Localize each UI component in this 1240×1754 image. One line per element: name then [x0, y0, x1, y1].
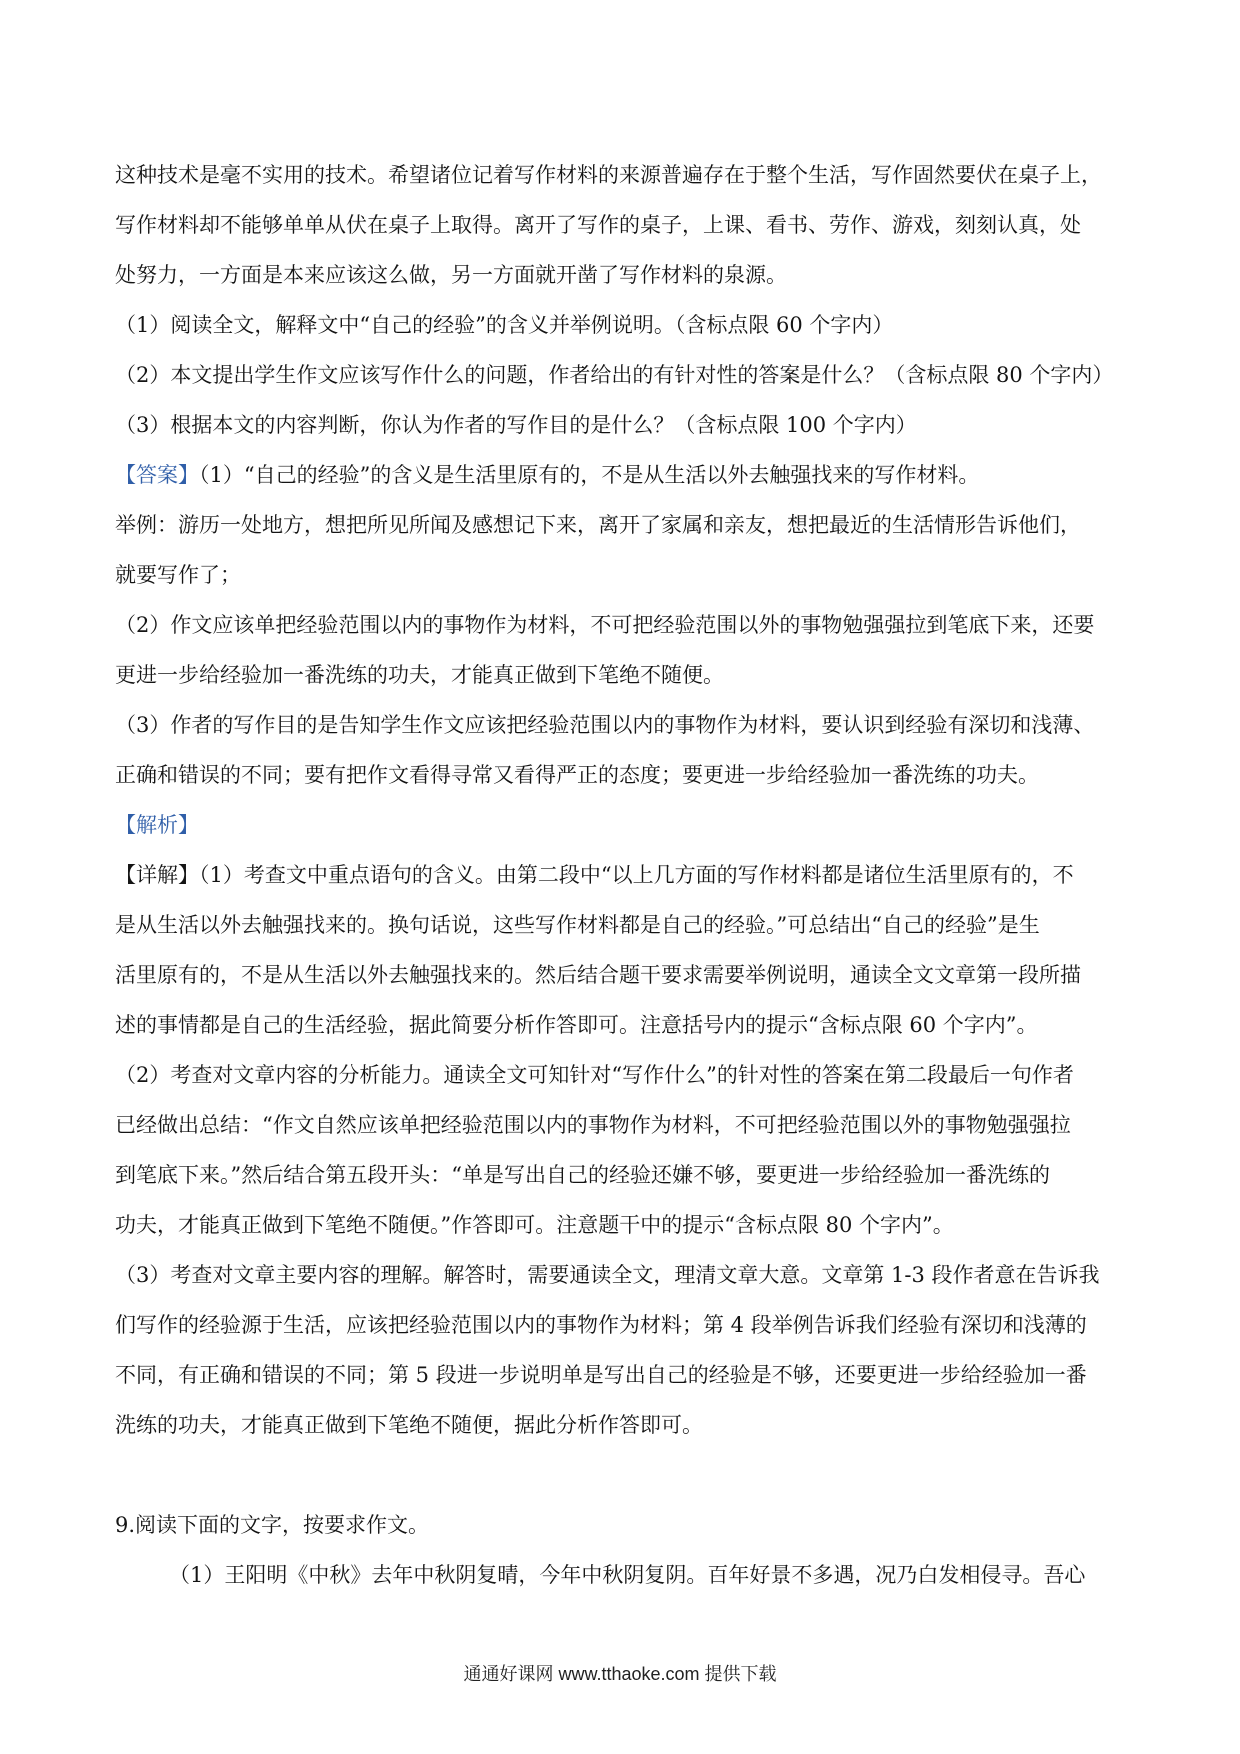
page-footer: 通通好课网 www.tthaoke.com 提供下载: [463, 1664, 777, 1684]
analysis-label: 【解析】: [115, 813, 199, 837]
section-spacer: [115, 1450, 1125, 1500]
analysis-3-line: （3）考查对文章主要内容的理解。解答时，需要通读全文，理清文章大意。文章第 1-3 段作者意在告诉我: [115, 1263, 1100, 1287]
answer-3-line: （3）作者的写作目的是告知学生作文应该把经验范围以内的事物作为材料，要认识到经验有深切和浅薄、: [115, 713, 1095, 737]
answer-2-line: 更进一步给经验加一番洗练的功夫，才能真正做到下笔绝不随便。: [115, 663, 724, 687]
answer-label: 【答案】: [115, 463, 199, 487]
answer-1: [115, 450, 1125, 500]
document-body: [115, 150, 1125, 1600]
analysis-3-line: 不同，有正确和错误的不同；第 5 段进一步说明单是写出自己的经验是不够，还要更进一步给经验加一番: [115, 1363, 1087, 1387]
analysis-2-line: 已经做出总结：“作文自然应该单把经验范围以内的事物作为材料，不可把经验范围以外的事物勉强强拉: [115, 1113, 1071, 1137]
analysis-2-line: （2）考查对文章内容的分析能力。通读全文可知针对“写作什么”的针对性的答案在第二段最后一句作者: [115, 1063, 1074, 1087]
answer-3-line: 正确和错误的不同；要有把作文看得寻常又看得严正的态度；要更进一步给经验加一番洗练的功夫。: [115, 763, 1039, 787]
analysis-detail-line: 活里原有的，不是从生活以外去触强找来的。然后结合题干要求需要举例说明，通读全文文章第一段所描: [115, 963, 1081, 987]
answer-2-line: （2）作文应该单把经验范围以内的事物作为材料，不可把经验范围以外的事物勉强强拉到笔底下来，还要: [115, 613, 1095, 637]
question-9-item-1: （1）王阳明《中秋》去年中秋阴复晴，今年中秋阴复阴。百年好景不多遇，况乃白发相侵寻。吾心: [169, 1563, 1086, 1587]
answer-example-line: 举例：游历一处地方，想把所见所闻及感想记下来，离开了家属和亲友，想把最近的生活情形告诉他们，: [115, 513, 1081, 537]
analysis-detail-line: 是从生活以外去触强找来的。换句话说，这些写作材料都是自己的经验。”可总结出“自己的经验”是生: [115, 913, 1040, 937]
analysis-3-line: 洗练的功夫，才能真正做到下笔绝不随便，据此分析作答即可。: [115, 1413, 703, 1437]
passage-line: 写作材料却不能够单单从伏在桌子上取得。离开了写作的桌子，上课、看书、劳作、游戏，刻刻认真，处: [115, 213, 1081, 237]
passage-line: 处努力，一方面是本来应该这么做，另一方面就开凿了写作材料的泉源。: [115, 263, 787, 287]
answer-example-line: 就要写作了；: [115, 563, 241, 587]
passage-line: 这种技术是毫不实用的技术。希望诸位记着写作材料的来源普遍存在于整个生活，写作固然要伏在桌子上，: [115, 163, 1102, 187]
question-3: （3）根据本文的内容判断，你认为作者的写作目的是什么？（含标点限 100 个字内）: [115, 413, 917, 437]
analysis-detail-line: 【详解】（1）考查文中重点语句的含义。由第二段中“以上几方面的写作材料都是诸位生活里原有的，不: [115, 863, 1074, 887]
question-1: （1）阅读全文，解释文中“自己的经验”的含义并举例说明。（含标点限 60 个字内）: [115, 313, 894, 337]
analysis-2-line: 到笔底下来。”然后结合第五段开头：“单是写出自己的经验还嫌不够，要更进一步给经验加一番洗练的: [115, 1163, 1050, 1187]
analysis-2-line: 功夫，才能真正做到下笔绝不随便。”作答即可。注意题干中的提示“含标点限 80 个字内”。: [115, 1213, 954, 1237]
question-2: （2）本文提出学生作文应该写作什么的问题，作者给出的有针对性的答案是什么？（含标点限 80 个字内）: [115, 363, 1114, 387]
analysis-detail-line: 述的事情都是自己的生活经验，据此简要分析作答即可。注意括号内的提示“含标点限 60 个字内”。: [115, 1013, 1038, 1037]
question-9-title: 9.阅读下面的文字，按要求作文。: [115, 1513, 430, 1537]
answer-1-text: （1）“自己的经验”的含义是生活里原有的，不是从生活以外去触强找来的写作材料。: [199, 463, 980, 487]
analysis-3-line: 们写作的经验源于生活，应该把经验范围以内的事物作为材料；第 4 段举例告诉我们经验有深切和浅薄的: [115, 1313, 1087, 1337]
